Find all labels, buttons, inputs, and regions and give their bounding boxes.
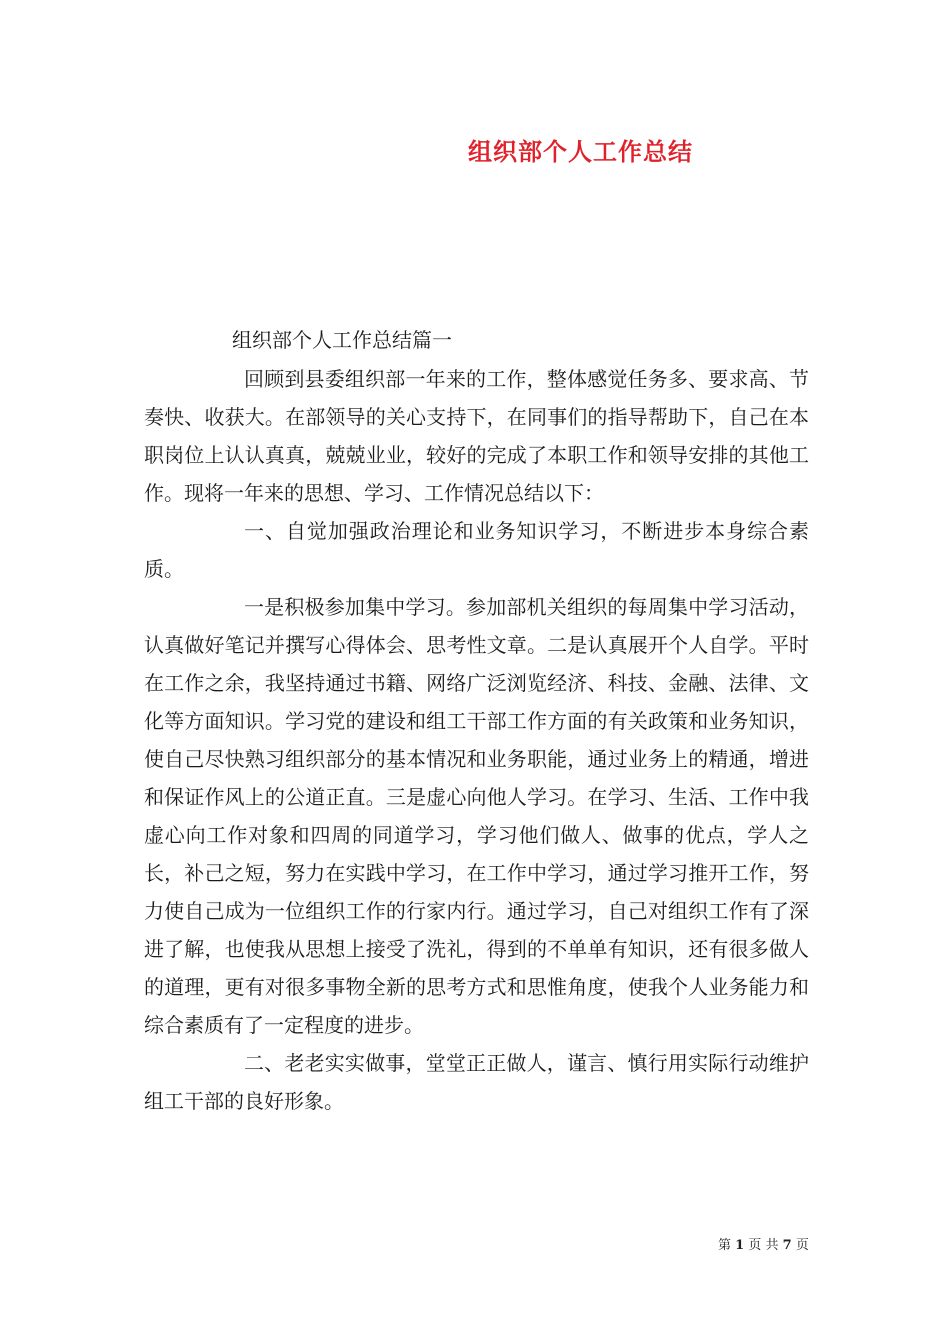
paragraph-point-one: 一、自觉加强政治理论和业务知识学习，不断进步本身综合素质。 (144, 519, 809, 581)
page-footer (718, 1234, 809, 1253)
paragraph-study: 一是积极参加集中学习。参加部机关组织的每周集中学习活动，认真做好笔记并撰写心得体会、思考性文章。二是认真展开个人自学。平时在工作之余，我坚持通过书籍、网络广泛浏览经济、科技、金融、法律、文化等方面知识。学习党的建设和组工干部工作方面的有关政策和业务知识，使自己尽快熟习组织部分的基本情况和业务职能，通过业务上的精通，增进和保证作风上的公道正直。三是虚心向他人学习。在学习、生活、工作中我虚心向工作对象和四周的同道学习，学习他们做人、做事的优点，学人之长，补己之短，努力在实践中学习，在工作中学习，通过学习推开工作，努力使自己成为一位组织工作的行家内行。通过学习，自己对组织工作有了深进了解，也使我从思想上接受了洗礼，得到的不单单有知识，还有很多做人的道理，更有对很多事物全新的思考方式和思惟角度，使我个人业务能力和综合素质有了一定程度的进步。 (144, 595, 809, 1037)
footer-total-pages: 7 (782, 1238, 792, 1253)
footer-page-number: 1 (735, 1238, 745, 1253)
document-body (144, 360, 809, 1120)
footer-prefix: 第 (718, 1238, 732, 1253)
paragraph-intro: 回顾到县委组织部一年来的工作，整体感觉任务多、要求高、节奏快、收获大。在部领导的关心支持下，在同事们的指导帮助下，自己在本职岗位上认认真真，兢兢业业，较好的完成了本职工作和领导安排的其他工作。现将一年来的思想、学习、工作情况总结以下： (144, 367, 809, 505)
footer-middle: 页 共 (748, 1238, 779, 1253)
footer-suffix: 页 (795, 1238, 809, 1253)
paragraph-point-two: 二、老老实实做事，堂堂正正做人，谨言、慎行用实际行动维护组工干部的良好形象。 (144, 1051, 809, 1113)
document-title: 组织部个人工作总结 (468, 137, 693, 166)
section-heading: 组织部个人工作总结篇一 (232, 328, 452, 352)
